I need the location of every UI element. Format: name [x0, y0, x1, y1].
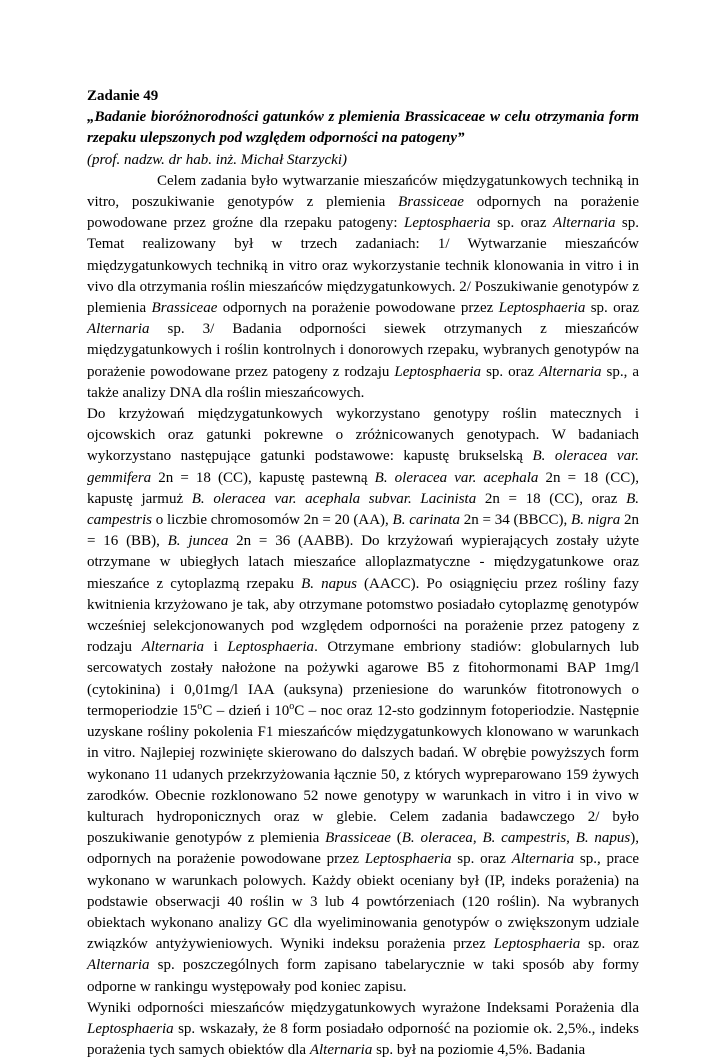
- italic-term: Alternaria: [87, 321, 150, 338]
- text-run: o liczbie chromosomów 2n = 20 (AA),: [152, 512, 393, 529]
- text-run: (: [390, 830, 402, 847]
- task-title: „Badanie bioróżnorodności gatunków z plemienia Brassicaceae w celu otrzymania form rzepaku ulepszonych pod względem odporności na patogeny”: [87, 109, 639, 147]
- italic-term: B. oleracea var. gemmifera: [87, 448, 639, 486]
- text-run: 2n = 18 (CC), kapustę pastewną: [151, 469, 375, 486]
- text-run: Celem zadania było wytwarzanie mieszańców międzygatunkowych techniką in vitro, poszukiwanie genotypów z plemienia: [87, 172, 639, 211]
- paragraph-3: [87, 998, 639, 1061]
- italic-term: B. oleracea: [401, 830, 473, 847]
- text-run: odpornych na porażenie powodowane przez: [217, 300, 499, 317]
- degree-superscript: o: [289, 700, 295, 712]
- italic-term: Leptosphaeria: [227, 639, 315, 656]
- text-run: sp. poszczególnych form zapisano tabelarycznie w taki sposób aby formy odporne w rankingu występowały pod koniec zapisu.: [87, 957, 639, 995]
- italic-term: B. juncea: [167, 533, 229, 550]
- text-run: ,: [566, 830, 576, 847]
- paragraph-1: [87, 171, 639, 404]
- italic-term: Leptosphaeria: [403, 215, 491, 232]
- italic-term: Alternaria: [87, 957, 150, 974]
- paragraph-2: [87, 404, 639, 998]
- text-run: Wyniki odporności mieszańców międzygatunkowych wyrażone Indeksami Porażenia dla: [87, 999, 639, 1016]
- text-run: 2n = 18 (CC), oraz: [476, 490, 627, 507]
- text-run: sp., prace wykonano w warunkach polowych. Każdy obiekt oceniany był (IP, indeks porażenia) na podstawie obserwacji 40 roślin w 3 lub 4 powtórzeniach (120 roślin). Na wybranych obiektach wykonano analizy GC dla wyeliminowania genotypów o zwiększonym udziale związków antyżywieniowych. Wyniki indeksu porażenia przez: [87, 851, 639, 953]
- italic-term: Leptosphaeria: [364, 851, 452, 868]
- italic-term: Alternaria: [141, 639, 205, 656]
- text-run: sp. wskazały, że 8 form posiadało odporność na poziomie ok. 2,5%., indeks porażenia tych samych obiektów dla: [87, 1020, 639, 1059]
- text-run: C – dzień i 10: [202, 702, 290, 719]
- text-run: ), odpornych na porażenie powodowane przez: [87, 830, 640, 868]
- task-author: (prof. nadzw. dr hab. inż. Michał Starzycki): [87, 151, 347, 168]
- degree-superscript: o: [197, 700, 203, 712]
- text-run: sp. oraz: [580, 936, 639, 953]
- text-run: odpornych na porażenie powodowane przez groźne dla rzepaku patogeny:: [87, 194, 639, 232]
- document-body: [87, 86, 639, 1061]
- italic-term: Alternaria: [538, 363, 602, 380]
- italic-term: Brassiceae: [398, 194, 464, 211]
- italic-term: B. oleracea var. acephala subvar. Lacinista: [191, 490, 477, 507]
- italic-term: Brassiceae: [151, 300, 218, 317]
- italic-term: Leptosphaeria: [394, 363, 482, 380]
- italic-term: B. nigra: [571, 512, 621, 529]
- text-run: sp. oraz: [490, 215, 553, 232]
- text-run: Do krzyżowań międzygatunkowych wykorzystano genotypy roślin matecznych i ojcowskich oraz gatunki pokrewne o zróżnicowanych genotypach. W badaniach wykorzystano następujące gatunki podstawowe: kapustę brukselską: [87, 406, 639, 465]
- text-run: i: [204, 639, 228, 656]
- italic-term: Alternaria: [511, 851, 575, 868]
- italic-term: B. campestris: [87, 490, 640, 529]
- italic-term: Alternaria: [309, 1042, 373, 1059]
- italic-term: Leptosphaeria: [87, 1020, 174, 1037]
- text-run: sp. 3/ Badania odporności siewek otrzymanych z mieszańców międzygatunkowych i roślin kontrolnych i donorowych rzepaku, wybranych genotypów na porażenie powodowane przez patogeny z rodzaju: [87, 321, 639, 380]
- italic-term: Brassiceae: [325, 830, 391, 847]
- text-run: . Otrzymane embriony stadiów: globularnych lub sercowatych zostały nałożone na pożywki agarowe B5 z fitohormonami BAP 1mg/l (cytokinina) i 0,01mg/l IAA (auksyna) przeniesione do warunków fitotronowych o termoperiodzie 15: [87, 639, 639, 719]
- text-run: 2n = 36 (AABB). Do krzyżowań wypierających zostały użyte otrzymane w ubiegłych latach mieszańce alloplazmatyczne - międzygatunkowe oraz mieszańce z cytoplazmą rzepaku: [87, 533, 639, 592]
- italic-term: B. napus: [301, 575, 357, 592]
- text-run: C – noc oraz 12-sto godzinnym fotoperiodzie. Następnie uzyskane rośliny pokolenia F1 mieszańców międzygatunkowych klonowano w warunkach in vitro. Najlepiej rozwinięte skierowano do dalszych badań. W obrębie powyższych form wykonano 11 udanych przekrzyżowania łącznie 50, z których wypreparowano 159 żywych zarodków. Obecnie rozklonowano 52 nowe genotypy w warunkach in vitro i in vivo w kulturach hydroponicznych oraz w glebie. Celem zadania badawczego 2/ było poszukiwanie genotypów z plemienia: [87, 702, 639, 847]
- italic-term: Alternaria: [552, 215, 616, 232]
- text-run: 2n = 34 (BBCC),: [460, 512, 572, 529]
- italic-term: Leptosphaeria: [493, 936, 581, 953]
- italic-term: B. carinata: [392, 512, 461, 529]
- text-run: sp. oraz: [451, 851, 512, 868]
- italic-term: B. oleracea var. acephala: [374, 469, 539, 486]
- text-run: sp. Temat realizowany był w trzech zadaniach: 1/ Wytwarzanie mieszańców międzygatunkowych techniką in vitro oraz wykorzystanie technik klonowania in vitro i in vivo dla otrzymania roślin mieszańców międzygatunkowych. 2/ Poszukiwanie genotypów z plemienia: [87, 215, 640, 317]
- text-run: sp. był na poziomie 4,5%. Badania: [372, 1042, 586, 1059]
- text-run: sp. oraz: [585, 300, 639, 317]
- text-run: 2n = 18 (CC), kapustę jarmuż: [87, 469, 639, 507]
- italic-term: Leptosphaeria: [498, 300, 586, 317]
- italic-term: B. campestris: [482, 830, 567, 847]
- text-run: sp., a także analizy DNA dla roślin mieszańcowych.: [87, 363, 639, 401]
- italic-term: B. napus: [575, 830, 631, 847]
- text-run: sp. oraz: [481, 363, 539, 380]
- task-heading: Zadanie 49: [87, 88, 159, 104]
- text-run: (AACC). Po osiągnięciu przez rośliny fazy kwitnienia krzyżowano je tak, aby otrzymane potomstwo posiadało cytoplazmę genotypów wcześniej selekcjonowanych pod względem odporności na porażenie przez patogeny z rodzaju: [87, 575, 639, 656]
- text-run: 2n = 16 (BB),: [87, 512, 639, 550]
- text-run: ,: [472, 830, 483, 847]
